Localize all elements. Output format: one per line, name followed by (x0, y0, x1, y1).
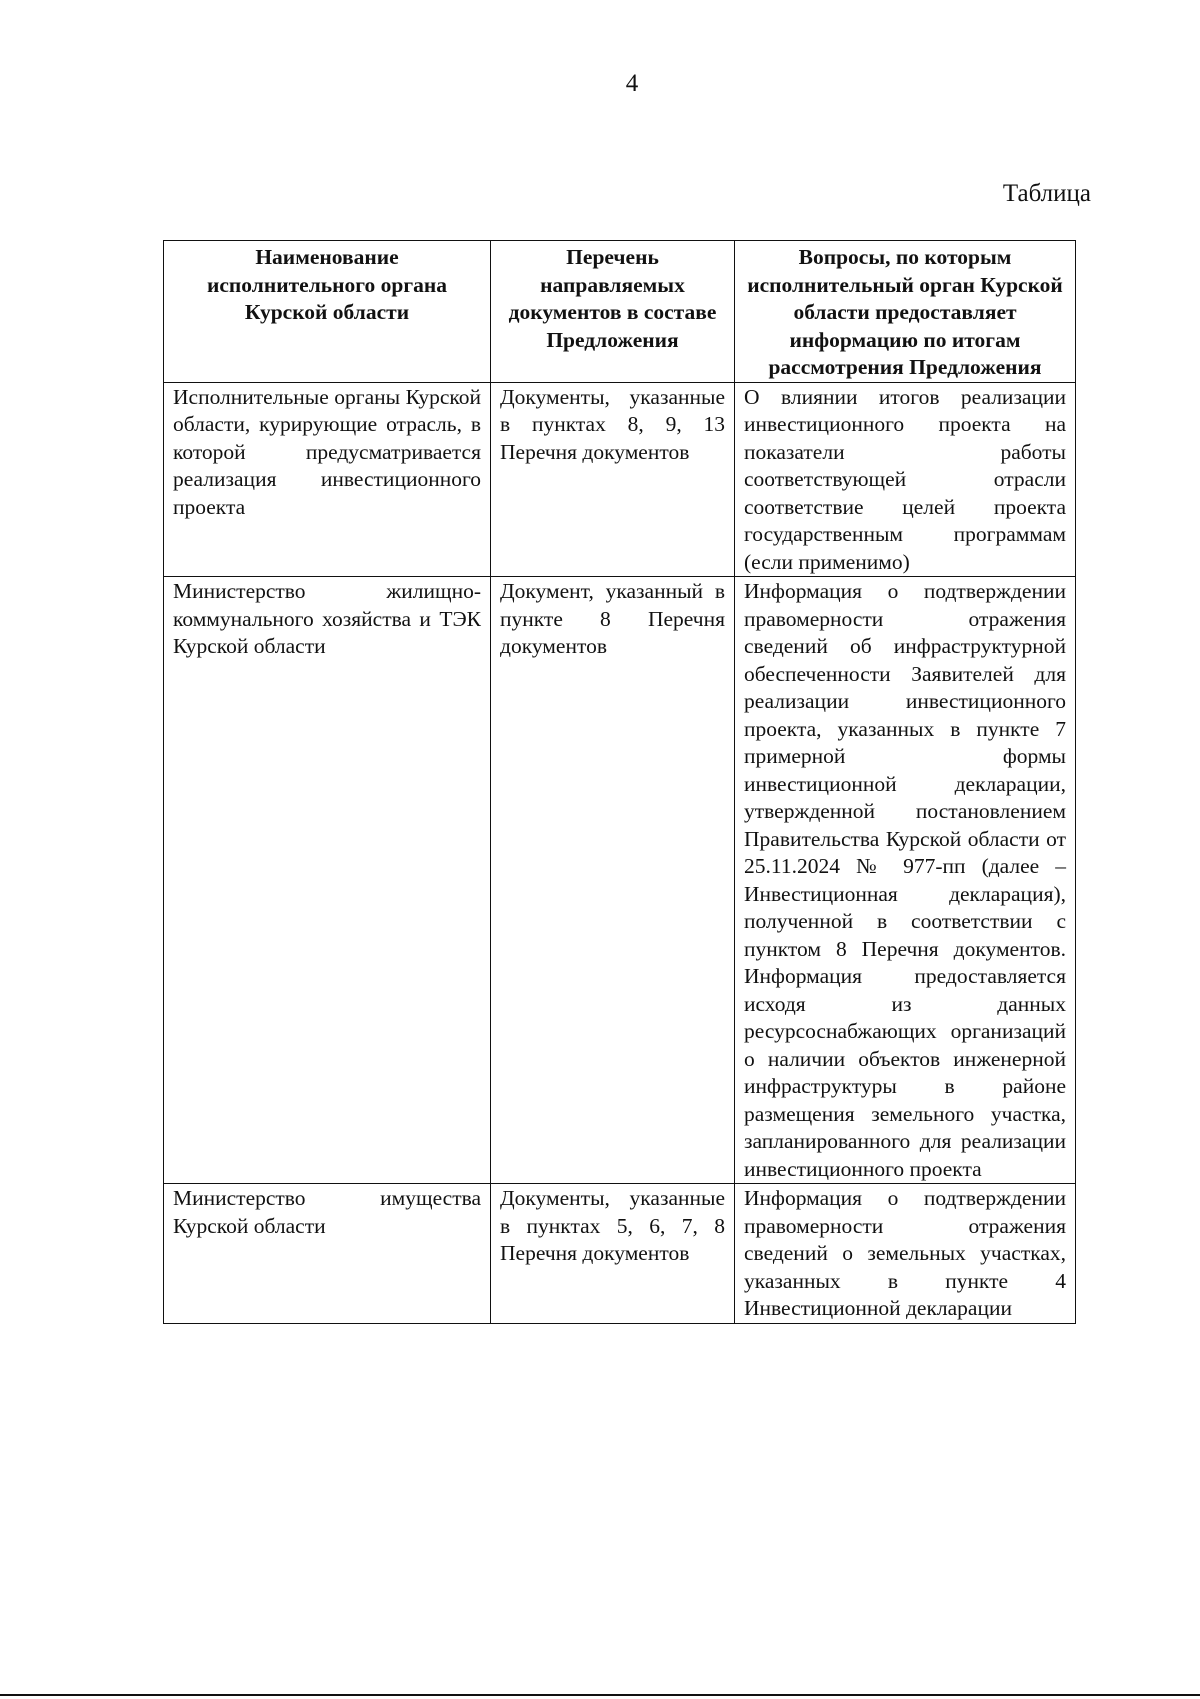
table-row (164, 1184, 1076, 1324)
header-authority-name: Наименование исполнительного органа Курской области (164, 241, 491, 383)
cell-authority: Министерство жилищно-коммунального хозяйства и ТЭК Курской области (164, 577, 491, 1184)
cell-authority: Министерство имущества Курской области (164, 1184, 491, 1324)
authorities-table (163, 240, 1076, 1324)
cell-questions: Информация о подтверждении правомерности отражения сведений об инфраструктурной обеспеченности Заявителей для реализации инвестиционного проекта, указанных в пункте 7 примерной формы инвестиционной декларации, утвержденной постановлением Правительства Курской области от 25.11.2024 № 977-пп (далее – Инвестиционная декларация), полученной в соответствии с пунктом 8 Перечня документов. Информация предоставляется исходя из данных ресурсоснабжающих организаций о наличии объектов инженерной инфраструктуры в районе размещения земельного участка, запланированного для реализации инвестиционного проекта (735, 577, 1076, 1184)
table-header-row (164, 241, 1076, 383)
cell-documents: Документ, указанный в пункте 8 Перечня документов (491, 577, 735, 1184)
table-row (164, 382, 1076, 577)
cell-authority: Исполнительные органы Курской области, курирующие отрасль, в которой предусматривается реализация инвестиционного проекта (164, 382, 491, 577)
header-questions: Вопросы, по которым исполнительный орган Курской области предоставляет информацию по итогам рассмотрения Предложения (735, 241, 1076, 383)
cell-documents: Документы, указанные в пунктах 5, 6, 7, 8 Перечня документов (491, 1184, 735, 1324)
table-caption: Таблица (1002, 180, 1091, 207)
page-number: 4 (625, 70, 639, 97)
page-bottom-edge (0, 1694, 1200, 1696)
cell-documents: Документы, указанные в пунктах 8, 9, 13 Перечня документов (491, 382, 735, 577)
header-documents-list: Перечень направляемых документов в составе Предложения (491, 241, 735, 383)
cell-questions: Информация о подтверждении правомерности отражения сведений о земельных участках, указанных в пункте 4 Инвестиционной декларации (735, 1184, 1076, 1324)
cell-questions: О влиянии итогов реализации инвестиционного проекта на показатели работы соответствующей отрасли соответствие целей проекта государственным программам (если применимо) (735, 382, 1076, 577)
table-row (164, 577, 1076, 1184)
